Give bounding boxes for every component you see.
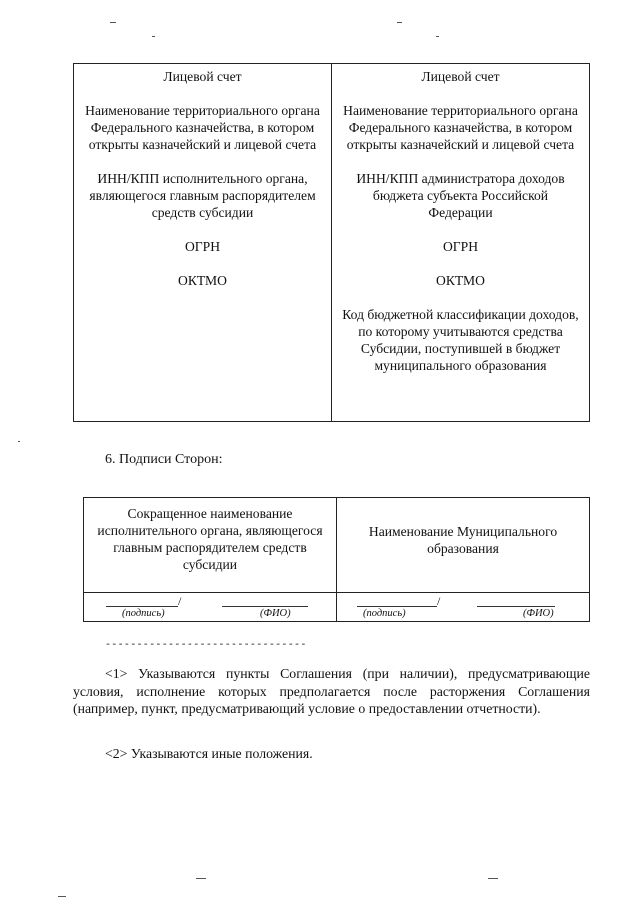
account-label-left: Лицевой счет <box>163 69 242 84</box>
footnote-separator: -------------------------------- <box>105 640 307 651</box>
section-title: 6. Подписи Сторон: <box>105 452 223 467</box>
signature-line <box>106 605 178 607</box>
ogrn-label-right: ОГРН <box>442 239 479 254</box>
scan-artifact <box>436 36 439 37</box>
slash-divider: / <box>178 594 182 608</box>
scan-artifact <box>152 36 155 37</box>
signature-cell-left <box>84 593 337 622</box>
budget-code-label-right: Код бюджетной классификации доходов, по которому учитываются средства Субсидии, поступившей в бюджет муниципального образования <box>342 307 579 373</box>
scan-artifact <box>196 878 206 879</box>
signatory-right-header: Наименование Муниципального образования <box>337 498 590 593</box>
name-caption: (ФИО) <box>260 608 291 619</box>
requisites-left-column <box>74 64 332 422</box>
name-caption: (ФИО) <box>523 608 554 619</box>
oktmo-label-right: ОКТМО <box>436 273 485 288</box>
requisites-table <box>73 63 590 422</box>
account-label-right: Лицевой счет <box>421 69 500 84</box>
signature-caption: (подпись) <box>122 608 165 619</box>
requisites-right-column <box>332 64 590 422</box>
scan-artifact <box>488 878 498 879</box>
treasury-body-label-left: Наименование территориального органа Федерального казначейства, в котором открыты казначейский и лицевой счета <box>85 103 320 152</box>
signatures-table <box>83 497 590 622</box>
name-line <box>222 605 308 607</box>
scan-artifact <box>58 896 66 897</box>
inn-kpp-label-right: ИНН/КПП администратора доходов бюджета субъекта Российской Федерации <box>356 171 565 220</box>
footnote-1: <1> Указываются пункты Соглашения (при наличии), предусматривающие условия, исполнение которых предполагается после расторжения Соглашения (например, пункт, предусматривающий условие о предоставлении отчетности). <box>73 666 590 716</box>
scan-artifact <box>110 22 116 23</box>
slash-divider: / <box>437 594 441 608</box>
inn-kpp-label-left: ИНН/КПП исполнительного органа, являющегося главным распорядителем средств субсидии <box>89 171 316 220</box>
oktmo-label-left: ОКТМО <box>178 273 227 288</box>
signature-caption: (подпись) <box>363 608 406 619</box>
signatory-left-header: Сокращенное наименование исполнительного органа, являющегося главным распорядителем средств субсидии <box>84 498 337 593</box>
ogrn-label-left: ОГРН <box>184 239 221 254</box>
footnote-2: <2> Указываются иные положения. <box>105 746 313 761</box>
name-line <box>477 605 555 607</box>
scan-artifact <box>18 441 20 442</box>
scan-artifact <box>397 22 402 23</box>
treasury-body-label-right: Наименование территориального органа Федерального казначейства, в котором открыты казначейский и лицевой счета <box>343 103 578 152</box>
signature-cell-right <box>337 593 590 622</box>
signature-line <box>357 605 437 607</box>
